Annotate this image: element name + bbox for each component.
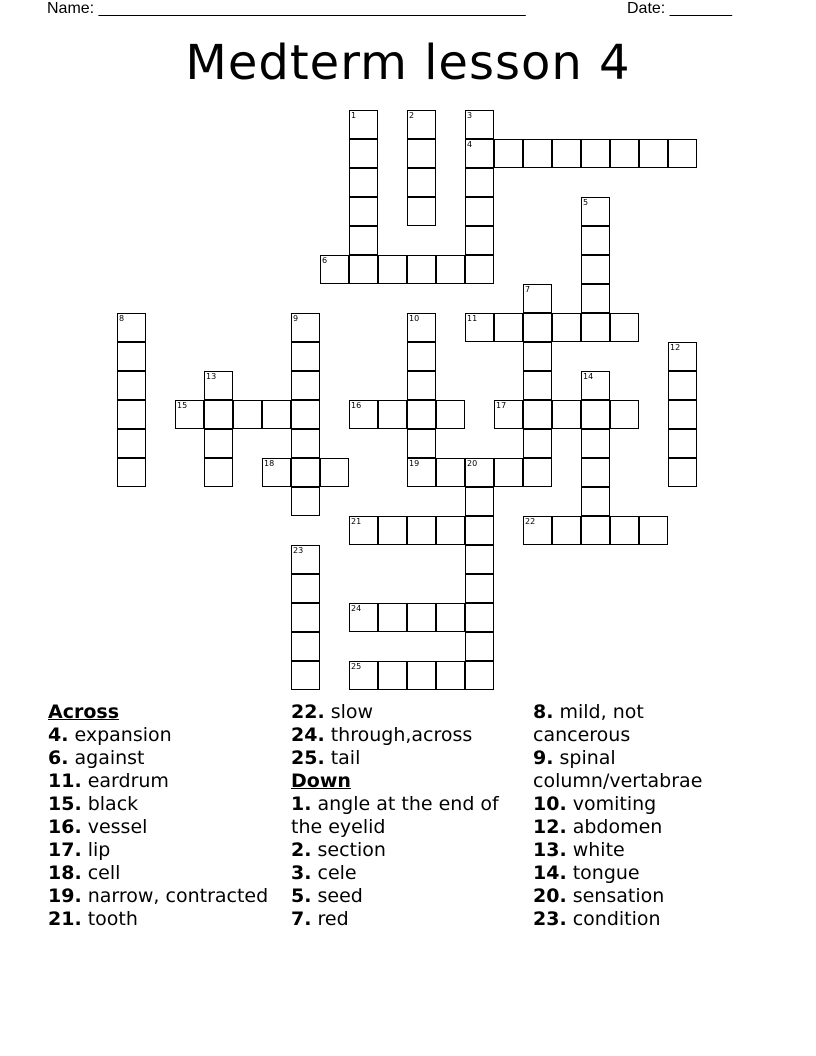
grid-cell[interactable] — [465, 110, 494, 139]
grid-cell[interactable] — [465, 487, 494, 516]
grid-cell[interactable] — [436, 400, 465, 429]
grid-cell[interactable] — [407, 255, 436, 284]
clue-down-7: 7. red — [291, 908, 349, 930]
grid-cell[interactable] — [465, 226, 494, 255]
grid-cell[interactable] — [407, 429, 436, 458]
grid-cell[interactable] — [378, 603, 407, 632]
grid-cell[interactable] — [262, 400, 291, 429]
grid-cell[interactable] — [291, 342, 320, 371]
across-heading: Across — [48, 701, 120, 723]
clue-across-4: 4. expansion — [48, 724, 172, 746]
grid-cell[interactable] — [639, 139, 668, 168]
clue-number: 3 — [467, 111, 473, 120]
clue-number: 11 — [467, 314, 478, 323]
clue-number: 24 — [351, 604, 362, 613]
grid-cell[interactable] — [291, 487, 320, 516]
clue-across-22: 22. slow — [291, 701, 374, 723]
grid-cell[interactable] — [349, 139, 378, 168]
grid-cell[interactable] — [407, 661, 436, 690]
grid-cell[interactable] — [552, 516, 581, 545]
grid-cell[interactable] — [320, 255, 349, 284]
grid-cell[interactable] — [291, 458, 320, 487]
grid-cell[interactable] — [610, 516, 639, 545]
grid-cell[interactable] — [233, 400, 262, 429]
clue-down-20: 20. sensation — [533, 885, 665, 907]
grid-cell[interactable] — [668, 342, 697, 371]
grid-cell[interactable] — [494, 313, 523, 342]
grid-cell[interactable] — [465, 545, 494, 574]
clue-down-12: 12. abdomen — [533, 816, 663, 838]
grid-cell[interactable] — [494, 400, 523, 429]
grid-cell[interactable] — [407, 110, 436, 139]
grid-cell[interactable] — [523, 458, 552, 487]
grid-cell[interactable] — [204, 400, 233, 429]
grid-cell[interactable] — [291, 603, 320, 632]
clue-number: 8 — [119, 314, 125, 323]
clue-number: 22 — [525, 517, 536, 526]
grid-cell[interactable] — [581, 487, 610, 516]
grid-cell[interactable] — [523, 429, 552, 458]
clue-number: 10 — [409, 314, 420, 323]
grid-cell[interactable] — [465, 139, 494, 168]
grid-cell[interactable] — [117, 371, 146, 400]
date-field-line[interactable]: Date: _______ — [627, 0, 732, 17]
clue-across-16: 16. vessel — [48, 816, 148, 838]
grid-cell[interactable] — [465, 197, 494, 226]
grid-cell[interactable] — [581, 226, 610, 255]
clue-number: 16 — [351, 401, 362, 410]
clue-across-6: 6. against — [48, 747, 145, 769]
grid-cell[interactable] — [436, 661, 465, 690]
clue-number: 14 — [583, 372, 594, 381]
grid-cell[interactable] — [407, 400, 436, 429]
grid-cell[interactable] — [668, 458, 697, 487]
grid-cell[interactable] — [349, 400, 378, 429]
grid-cell[interactable] — [581, 139, 610, 168]
clue-across-17: 17. lip — [48, 839, 111, 861]
clue-number: 15 — [177, 401, 188, 410]
name-field-line[interactable]: Name: ________________________________________________ — [47, 0, 526, 17]
grid-cell[interactable] — [407, 371, 436, 400]
grid-cell[interactable] — [465, 516, 494, 545]
grid-cell[interactable] — [262, 458, 291, 487]
grid-cell[interactable] — [581, 284, 610, 313]
clue-number: 7 — [525, 285, 531, 294]
clues-column-1 — [48, 701, 268, 931]
grid-cell[interactable] — [465, 661, 494, 690]
grid-cell[interactable] — [523, 400, 552, 429]
grid-cell[interactable] — [523, 313, 552, 342]
grid-cell[interactable] — [465, 168, 494, 197]
grid-cell[interactable] — [494, 458, 523, 487]
clue-down-13: 13. white — [533, 839, 625, 861]
clue-number: 21 — [351, 517, 362, 526]
grid-cell[interactable] — [465, 603, 494, 632]
grid-cell[interactable] — [349, 110, 378, 139]
grid-cell[interactable] — [668, 139, 697, 168]
grid-cell[interactable] — [407, 458, 436, 487]
clue-down-5: 5. seed — [291, 885, 363, 907]
grid-cell[interactable] — [407, 342, 436, 371]
clue-number: 4 — [467, 140, 473, 149]
grid-cell[interactable] — [552, 139, 581, 168]
grid-cell[interactable] — [523, 342, 552, 371]
clue-across-25: 25. tail — [291, 747, 361, 769]
grid-cell[interactable] — [117, 400, 146, 429]
grid-cell[interactable] — [552, 400, 581, 429]
clue-number: 18 — [264, 459, 275, 468]
clue-down-8: 8. mild, not cancerous — [533, 701, 644, 746]
grid-cell[interactable] — [581, 429, 610, 458]
clue-across-24: 24. through,across — [291, 724, 473, 746]
grid-cell[interactable] — [581, 197, 610, 226]
clue-number: 13 — [206, 372, 217, 381]
grid-cell[interactable] — [465, 255, 494, 284]
clue-down-23: 23. condition — [533, 908, 661, 930]
clue-across-15: 15. black — [48, 793, 139, 815]
grid-cell[interactable] — [291, 371, 320, 400]
grid-cell[interactable] — [494, 139, 523, 168]
clues-column-3 — [533, 701, 733, 931]
grid-cell[interactable] — [378, 516, 407, 545]
clue-down-10: 10. vomiting — [533, 793, 657, 815]
clue-across-21: 21. tooth — [48, 908, 138, 930]
grid-cell[interactable] — [436, 255, 465, 284]
grid-cell[interactable] — [349, 255, 378, 284]
grid-cell[interactable] — [523, 516, 552, 545]
grid-cell[interactable] — [407, 197, 436, 226]
grid-cell[interactable] — [175, 400, 204, 429]
grid-cell[interactable] — [349, 226, 378, 255]
clue-number: 19 — [409, 459, 420, 468]
grid-cell[interactable] — [668, 429, 697, 458]
grid-cell[interactable] — [349, 516, 378, 545]
clue-down-3: 3. cele — [291, 862, 357, 884]
clue-number: 23 — [293, 546, 304, 555]
grid-cell[interactable] — [117, 342, 146, 371]
grid-cell[interactable] — [668, 400, 697, 429]
grid-cell[interactable] — [668, 371, 697, 400]
grid-cell[interactable] — [407, 139, 436, 168]
grid-cell[interactable] — [204, 371, 233, 400]
grid-cell[interactable] — [581, 516, 610, 545]
grid-cell[interactable] — [523, 284, 552, 313]
grid-cell[interactable] — [465, 574, 494, 603]
clue-across-11: 11. eardrum — [48, 770, 169, 792]
grid-cell[interactable] — [523, 371, 552, 400]
down-heading: Down — [291, 770, 351, 792]
clue-down-2: 2. section — [291, 839, 386, 861]
grid-cell[interactable] — [378, 400, 407, 429]
grid-cell[interactable] — [610, 400, 639, 429]
grid-cell[interactable] — [291, 661, 320, 690]
clue-number: 5 — [583, 198, 589, 207]
grid-cell[interactable] — [291, 632, 320, 661]
clue-down-14: 14. tongue — [533, 862, 640, 884]
clue-across-18: 18. cell — [48, 862, 121, 884]
grid-cell[interactable] — [117, 313, 146, 342]
grid-cell[interactable] — [639, 516, 668, 545]
grid-cell[interactable] — [581, 255, 610, 284]
grid-cell[interactable] — [291, 400, 320, 429]
grid-cell[interactable] — [581, 313, 610, 342]
grid-cell[interactable] — [291, 545, 320, 574]
grid-cell[interactable] — [349, 661, 378, 690]
grid-cell[interactable] — [291, 429, 320, 458]
clues-column-2 — [291, 701, 516, 931]
grid-cell[interactable] — [117, 429, 146, 458]
grid-cell[interactable] — [581, 371, 610, 400]
grid-cell[interactable] — [204, 429, 233, 458]
grid-cell[interactable] — [465, 458, 494, 487]
grid-cell[interactable] — [436, 458, 465, 487]
grid-cell[interactable] — [378, 255, 407, 284]
clue-number: 20 — [467, 459, 478, 468]
grid-cell[interactable] — [291, 574, 320, 603]
grid-cell[interactable] — [378, 661, 407, 690]
grid-cell[interactable] — [610, 313, 639, 342]
page-title: Medterm lesson 4 — [185, 35, 631, 91]
grid-cell[interactable] — [552, 313, 581, 342]
clue-number: 25 — [351, 662, 362, 671]
clue-number: 2 — [409, 111, 415, 120]
grid-cell[interactable] — [407, 313, 436, 342]
grid-cell[interactable] — [117, 458, 146, 487]
grid-cell[interactable] — [465, 313, 494, 342]
grid-cell[interactable] — [407, 603, 436, 632]
clue-down-1: 1. angle at the end of the eyelid — [291, 793, 499, 838]
clue-number: 9 — [293, 314, 299, 323]
clue-number: 12 — [670, 343, 681, 352]
grid-cell[interactable] — [349, 197, 378, 226]
clue-number: 17 — [496, 401, 507, 410]
grid-cell[interactable] — [407, 168, 436, 197]
grid-cell[interactable] — [320, 458, 349, 487]
grid-cell[interactable] — [436, 516, 465, 545]
grid-cell[interactable] — [349, 603, 378, 632]
grid-cell[interactable] — [523, 139, 552, 168]
grid-cell[interactable] — [610, 139, 639, 168]
clue-across-19: 19. narrow, contracted — [48, 885, 269, 907]
grid-cell[interactable] — [581, 400, 610, 429]
clue-down-9: 9. spinal column/vertabrae — [533, 747, 703, 792]
grid-cell[interactable] — [436, 603, 465, 632]
clue-number: 1 — [351, 111, 357, 120]
clue-number: 6 — [322, 256, 328, 265]
grid-cell[interactable] — [407, 516, 436, 545]
grid-cell[interactable] — [581, 458, 610, 487]
grid-cell[interactable] — [291, 313, 320, 342]
grid-cell[interactable] — [465, 632, 494, 661]
grid-cell[interactable] — [349, 168, 378, 197]
grid-cell[interactable] — [204, 458, 233, 487]
